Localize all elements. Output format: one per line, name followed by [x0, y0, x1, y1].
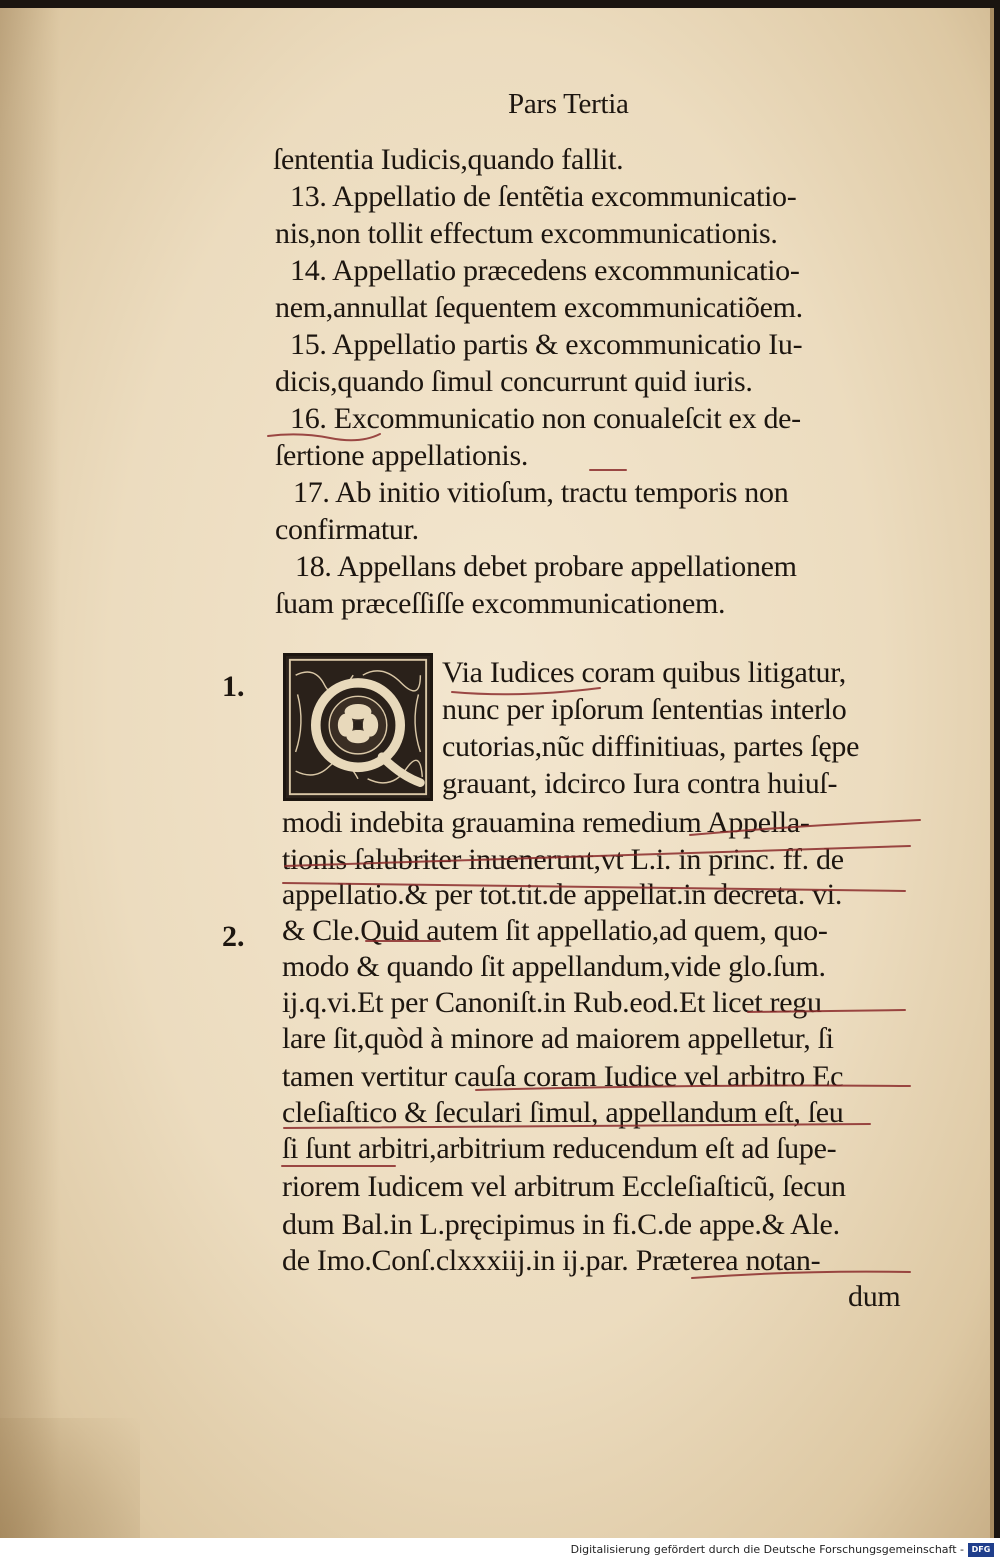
summary-line: nem,annullat ſequentem excommunicatiõem.	[275, 291, 803, 324]
margin-number: 1.	[222, 670, 245, 703]
body-line: riorem Iudicem vel arbitrum Eccleſiaſticũ, ſecun	[282, 1170, 846, 1203]
summary-line: 18. Appellans debet probare appellationem	[295, 550, 797, 583]
body-line: lare ſit,quòd à minore ad maiorem appelletur, ſi	[282, 1022, 834, 1055]
ornamental-initial-q-icon	[286, 656, 430, 798]
body-line: grauant, idcirco Iura contra huiuſ-	[442, 767, 838, 800]
summary-line: nis,non tollit effectum excommunicationis.	[275, 217, 778, 250]
summary-line: ſententia Iudicis,quando fallit.	[273, 143, 624, 176]
initial-letter	[286, 798, 287, 799]
body-line: modi indebita grauamina remedium Appella-	[282, 806, 810, 839]
body-line: & Cle.Quid autem ſit appellatio,ad quem, quo-	[282, 914, 828, 947]
body-line: tionis ſalubriter inuenerunt,vt L.i. in princ. ff. de	[282, 843, 844, 876]
body-line: Via Iudices coram quibus litigatur,	[442, 656, 846, 689]
body-line: cleſiaſtico & ſeculari ſimul, appellandum eſt, ſeu	[282, 1096, 844, 1129]
body-line: modo & quando ſit appellandum,vide glo.ſum.	[282, 950, 826, 983]
margin-number: 2.	[222, 920, 245, 953]
summary-line: confirmatur.	[275, 513, 419, 546]
book-page	[0, 8, 994, 1540]
summary-line: dicis,quando ſimul concurrunt quid iuris.	[275, 365, 753, 398]
footer-credit: Digitalisierung gefördert durch die Deutsche Forschungsgemeinschaft -	[570, 1543, 964, 1556]
summary-line: 13. Appellatio de ſentẽtia excommunicatio-	[290, 180, 797, 213]
summary-line: 14. Appellatio præcedens excommunicatio-	[290, 254, 800, 287]
body-line: cutorias,nũc diffinitiuas, partes ſępe	[442, 730, 860, 763]
decorated-initial	[283, 653, 433, 801]
summary-line: ſuam præceſſiſſe excommunicationem.	[275, 587, 726, 620]
body-line: appellatio.& per tot.tit.de appellat.in decreta. vi.	[282, 878, 843, 911]
summary-line: ſertione appellationis.	[275, 439, 529, 472]
running-title: Pars Tertia	[508, 88, 629, 120]
dfg-logo: DFG	[968, 1543, 994, 1557]
summary-line: 17. Ab initio vitioſum, tractu temporis non	[293, 476, 789, 509]
body-line: ij.q.vi.Et per Canoniſt.in Rub.eod.Et licet regu	[282, 986, 822, 1019]
body-line: nunc per ipſorum ſententias interlo	[442, 693, 847, 726]
body-line: dum Bal.in L.pręcipimus in fi.C.de appe.& Ale.	[282, 1208, 840, 1241]
digitization-footer	[0, 1538, 1000, 1564]
body-line: ſi ſunt arbitri,arbitrium reducendum eſt ad ſupe-	[282, 1132, 837, 1165]
summary-line: 16. Excommunicatio non conualeſcit ex de-	[290, 402, 801, 435]
summary-line: 15. Appellatio partis & excommunicatio Iu-	[290, 328, 803, 361]
catchword: dum	[848, 1280, 901, 1313]
body-line: tamen vertitur cauſa coram Iudice vel arbitro Ec	[282, 1060, 844, 1093]
body-line: de Imo.Conſ.clxxxiij.in ij.par. Præterea notan-	[282, 1244, 821, 1277]
